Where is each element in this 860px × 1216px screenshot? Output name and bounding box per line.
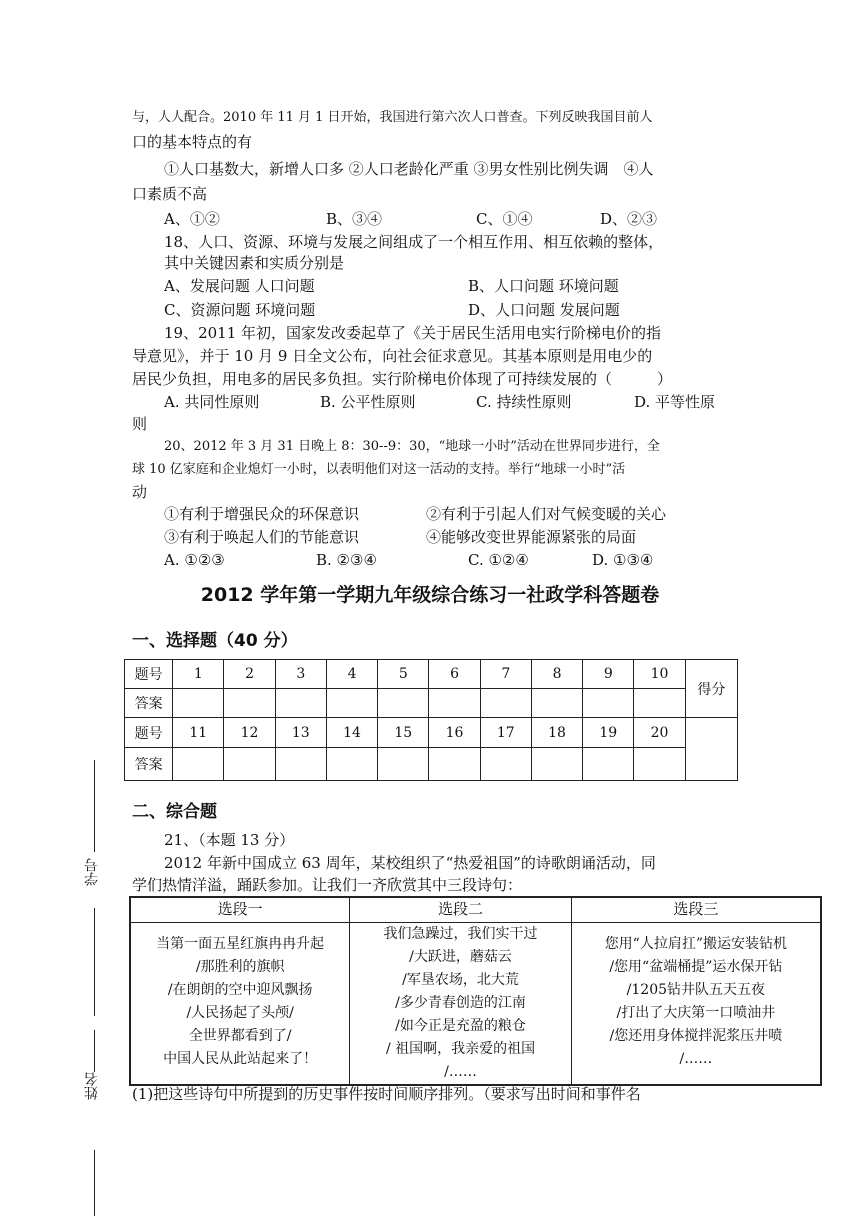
poem-line: /您用“盆端桶提”运水保开钻	[609, 958, 783, 975]
answer-cell[interactable]	[429, 748, 480, 781]
answer-cell[interactable]	[583, 748, 634, 781]
answer-cell[interactable]	[326, 748, 377, 781]
q20-option-a: A. ①②③	[164, 551, 225, 569]
q20-statement-4: ④能够改变世界能源紧张的局面	[426, 528, 637, 546]
answer-cell[interactable]	[326, 689, 377, 718]
name-label: 姓名	[84, 1072, 100, 1100]
q20-option-b: B. ②③④	[316, 551, 377, 569]
answer-sheet-title: 2012 学年第一学期九年级综合练习一社政学科答题卷	[200, 584, 660, 606]
question-number: 11	[173, 718, 224, 748]
q21-intro-line2: 学们热情洋溢，踊跃参加。让我们一齐欣赏其中三段诗句：	[132, 876, 523, 894]
poem-column-header-1: 选段一	[130, 897, 350, 922]
poem-line: / 祖国啊，我亲爱的祖国	[385, 1040, 536, 1057]
question-number: 12	[224, 718, 275, 748]
q21-header: 21、（本题 13 分）	[164, 831, 295, 849]
answer-cell[interactable]	[173, 689, 224, 718]
poem-line: /……	[679, 1050, 713, 1067]
q18-line2: 其中关键因素和实质分别是	[164, 254, 345, 272]
q19-option-b: B. 公平性原则	[320, 393, 416, 411]
poem-line: /1205钻井队五天五夜	[626, 981, 766, 998]
answer-cell[interactable]	[583, 689, 634, 718]
poem-line: /您还用身体搅拌泥浆压井喷	[609, 1027, 783, 1044]
answer-cell[interactable]	[634, 689, 685, 718]
q19-line2: 导意见》，并于 10 月 9 日全文公布，向社会征求意见。其基本原则是用电少的	[132, 347, 653, 365]
score-cell[interactable]	[685, 718, 737, 781]
q17-statement-line2: 口素质不高	[132, 185, 208, 203]
section2-heading: 二、综合题	[132, 802, 217, 822]
question-number: 6	[429, 660, 480, 689]
q17-option-d: D、②③	[600, 210, 658, 228]
poem-table	[129, 896, 822, 1086]
score-label: 得分	[685, 660, 737, 718]
q20-statement-3: ③有利于唤起人们的节能意识	[164, 528, 360, 546]
poem-line: 我们急躁过，我们实干过	[383, 925, 538, 942]
poem-line: 当第一面五星红旗冉冉升起	[156, 935, 325, 952]
question-number: 4	[326, 660, 377, 689]
q17-line1: 与，人人配合。2010 年 11 月 1 日开始，我国进行第六次人口普查。下列反映我国目前人	[132, 110, 653, 125]
question-number: 16	[429, 718, 480, 748]
q19-option-d: D. 平等性原	[634, 393, 716, 411]
q18-option-b: B、人口问题 环境问题	[468, 277, 619, 295]
poem-line: 您用“人拉肩扛”搬运安装钻机	[604, 935, 788, 952]
poem-column-header-3: 选段三	[571, 897, 821, 922]
q20-option-c: C. ①②④	[468, 551, 529, 569]
answer-cell[interactable]	[531, 689, 582, 718]
question-number: 7	[480, 660, 531, 689]
poem-column-header-2: 选段二	[350, 897, 571, 922]
answer-grid	[124, 659, 738, 781]
answer-cell[interactable]	[224, 748, 275, 781]
question-number: 13	[275, 718, 326, 748]
row-label-answer: 答案	[125, 748, 173, 781]
poem-line: 全世界都看到了/	[188, 1027, 292, 1044]
name-line[interactable]	[94, 1030, 95, 1072]
question-number: 18	[531, 718, 582, 748]
question-number: 20	[634, 718, 685, 748]
poem-line: /那胜利的旗帜	[195, 958, 285, 975]
answer-cell[interactable]	[173, 748, 224, 781]
poem-line: /军垦农场，北大荒	[402, 971, 519, 988]
q19-line1: 19、2011 年初，国家发改委起草了《关于居民生活用电实行阶梯电价的指	[164, 324, 662, 342]
question-number: 8	[531, 660, 582, 689]
q20-line3: 动	[132, 483, 148, 501]
q17-statement-line1: ①人口基数大，新增人口多 ②人口老龄化严重 ③男女性别比例失调 ④人	[164, 160, 654, 178]
poem-line: /打出了大庆第一口喷油井	[616, 1004, 776, 1021]
row-label-answer: 答案	[125, 689, 173, 718]
question-number: 15	[378, 718, 429, 748]
answer-cell[interactable]	[531, 748, 582, 781]
question-number: 5	[378, 660, 429, 689]
name-line-upper	[94, 908, 95, 1016]
row-label-question: 题号	[125, 718, 173, 748]
poem-line: /……	[444, 1063, 477, 1080]
binding-line	[94, 1150, 95, 1216]
poem-excerpt-2	[350, 922, 571, 1085]
section1-heading: 一、选择题（40 分）	[132, 631, 298, 651]
q17-option-c: C、①④	[476, 210, 533, 228]
q18-option-a: A、发展问题 人口问题	[164, 277, 315, 295]
q20-statement-2: ②有利于引起人们对气候变暖的关心	[426, 505, 667, 523]
answer-cell[interactable]	[378, 689, 429, 718]
poem-excerpt-3	[571, 922, 821, 1085]
question-number: 2	[224, 660, 275, 689]
poem-line: /如今正是充盈的粮仓	[395, 1017, 526, 1034]
question-number: 17	[480, 718, 531, 748]
q20-option-d: D. ①③④	[592, 551, 654, 569]
question-number: 10	[634, 660, 685, 689]
poem-line: /人民扬起了头颅/	[186, 1004, 294, 1021]
q19-option-a: A. 共同性原则	[164, 393, 260, 411]
answer-cell[interactable]	[378, 748, 429, 781]
q21-sub-question-1: (1)把这些诗句中所提到的历史事件按时间顺序排列。（要求写出时间和事件名	[132, 1085, 641, 1103]
student-number-line[interactable]	[94, 760, 95, 852]
answer-cell[interactable]	[634, 748, 685, 781]
answer-cell[interactable]	[480, 689, 531, 718]
q19-line3: 居民少负担，用电多的居民多负担。实行阶梯电价体现了可持续发展的（ ）	[132, 370, 673, 388]
q20-line1: 20、2012 年 3 月 31 日晚上 8：30--9：30，“地球一小时”活动在世界同步进行，全	[164, 439, 660, 454]
answer-cell[interactable]	[275, 689, 326, 718]
q21-intro-line1: 2012 年新中国成立 63 周年，某校组织了“热爱祖国”的诗歌朗诵活动，同	[164, 854, 656, 872]
poem-line: /大跃进，蘑菇云	[409, 948, 512, 965]
q18-option-c: C、资源问题 环境问题	[164, 301, 316, 319]
question-number: 1	[173, 660, 224, 689]
poem-line: 中国人民从此站起来了！	[163, 1050, 318, 1067]
poem-line: /多少青春创造的江南	[395, 994, 526, 1011]
q18-line1: 18、人口、资源、环境与发展之间组成了一个相互作用、相互依赖的整体，	[164, 233, 664, 251]
student-number-label: 学号	[84, 858, 100, 886]
q19-option-c: C. 持续性原则	[476, 393, 572, 411]
answer-cell[interactable]	[275, 748, 326, 781]
question-number: 3	[275, 660, 326, 689]
answer-cell[interactable]	[224, 689, 275, 718]
poem-excerpt-1	[130, 922, 350, 1085]
q17-option-b: B、③④	[326, 210, 383, 228]
answer-cell[interactable]	[429, 689, 480, 718]
question-number: 9	[583, 660, 634, 689]
q20-line2: 球 10 亿家庭和企业熄灯一小时，以表明他们对这一活动的支持。举行“地球一小时”活	[132, 462, 626, 477]
q20-statement-1: ①有利于增强民众的环保意识	[164, 505, 360, 523]
poem-line: /在朗朗的空中迎风飘扬	[167, 981, 313, 998]
q19-option-d-wrap: 则	[132, 415, 148, 433]
question-number: 19	[583, 718, 634, 748]
q18-option-d: D、人口问题 发展问题	[468, 301, 620, 319]
row-label-question: 题号	[125, 660, 173, 689]
q17-option-a: A、①②	[164, 210, 220, 228]
answer-cell[interactable]	[480, 748, 531, 781]
question-number: 14	[326, 718, 377, 748]
q17-line2: 口的基本特点的有	[132, 133, 253, 151]
